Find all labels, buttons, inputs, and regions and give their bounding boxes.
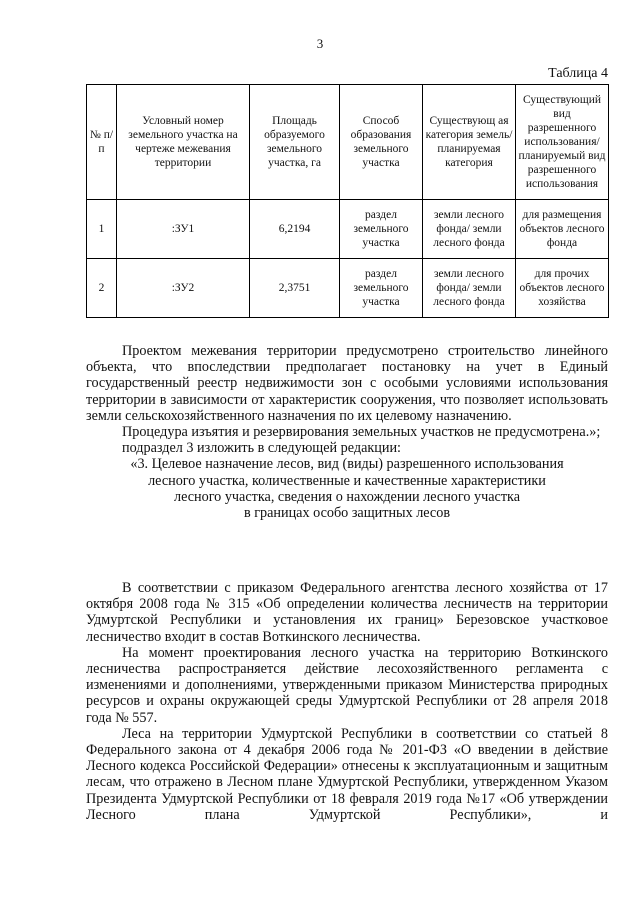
section-heading-line-2: лесного участка, количественные и качественные характеристики <box>148 472 546 489</box>
table-cell: для размещения объектов лесного фонда <box>516 200 609 259</box>
section-heading-line-3: лесного участка, сведения о нахождении лесного участка <box>174 488 520 505</box>
table-cell: раздел земельного участка <box>340 259 423 318</box>
table-cell: :ЗУ1 <box>117 200 250 259</box>
table-cell: :ЗУ2 <box>117 259 250 318</box>
table-cell: для прочих объектов лесного хозяйства <box>516 259 609 318</box>
paragraph-project: Проектом межевания территории предусмотрено строительство линейного объекта, что впоследствии предполагает постановку на учет в Единый государственный реестр недвижимости зон с особыми условиями использования территории в зависимости от характеристик сооружения, что позволяет использовать земли сельскохозяйственного назначения по их целевому назначению. <box>86 343 608 424</box>
page-number: 3 <box>316 36 324 51</box>
header-cell-method: Способ образования земельного участка <box>340 85 423 200</box>
table-cell: земли лесного фонда/ земли лесного фонда <box>423 200 516 259</box>
table-cell: раздел земельного участка <box>340 200 423 259</box>
body-text-lower <box>86 580 608 823</box>
section-heading-line-4: в границах особо защитных лесов <box>243 505 451 522</box>
table-cell: земли лесного фонда/ земли лесного фонда <box>423 259 516 318</box>
paragraph-regulation: На момент проектирования лесного участка на территорию Воткинского лесничества распространяется действие лесохозяйственного регламента с изменениями и дополнениями, утвержденными приказом Министерства природных ресурсов и охраны окружающей среды Удмуртской Республики от 28 апреля 2018 года № 557. <box>86 644 608 726</box>
table-cell: 6,2194 <box>250 200 340 259</box>
body-text-upper <box>86 343 608 521</box>
header-cell-number: № п/п <box>87 85 117 200</box>
table-caption: Таблица 4 <box>548 66 608 81</box>
section-heading-line-1: «3. Целевое назначение лесов, вид (виды) разрешенного использования <box>130 456 564 473</box>
paragraph-order-315: В соответствии с приказом Федерального агентства лесного хозяйства от 17 октября 2008 года № 315 «Об определении количества лесничеств на территории Удмуртской Республики и установления их границ» Березовское участковое лесничество входит в состав Воткинского лесничества. <box>86 580 608 645</box>
table-row <box>87 259 609 318</box>
table-header-row <box>87 85 609 200</box>
header-cell-usage: Существующий вид разрешенного использования/ планируемый вид разрешенного использования <box>516 85 609 200</box>
table-cell: 2,3751 <box>250 259 340 318</box>
header-cell-area: Площадь образуемого земельного участка, га <box>250 85 340 200</box>
table-cell: 2 <box>87 259 117 318</box>
header-cell-plot-id: Условный номер земельного участка на чертеже межевания территории <box>117 85 250 200</box>
paragraph-procedure: Процедура изъятия и резервирования земельных участков не предусмотрена.»; <box>122 424 601 441</box>
land-plots-table <box>86 84 609 318</box>
paragraph-subsection-intro: подраздел 3 изложить в следующей редакции: <box>122 440 401 457</box>
table-cell: 1 <box>87 200 117 259</box>
paragraph-forests: Леса на территории Удмуртской Республики в соответствии со статьей 8 Федерального закона от 4 декабря 2006 года № 201-ФЗ «О введении в действие Лесного кодекса Российской Федерации» отнесены к эксплуатационным и защитным лесам, что отражено в Лесном плане Удмуртской Республики, утвержденном Указом Президента Удмуртской Республики от 18 февраля 2019 года №17 «Об утверждении Лесного плана Удмуртской Республики», и <box>86 725 608 823</box>
table-row <box>87 200 609 259</box>
header-cell-category: Существующ ая категория земель/ планируемая категория <box>423 85 516 200</box>
